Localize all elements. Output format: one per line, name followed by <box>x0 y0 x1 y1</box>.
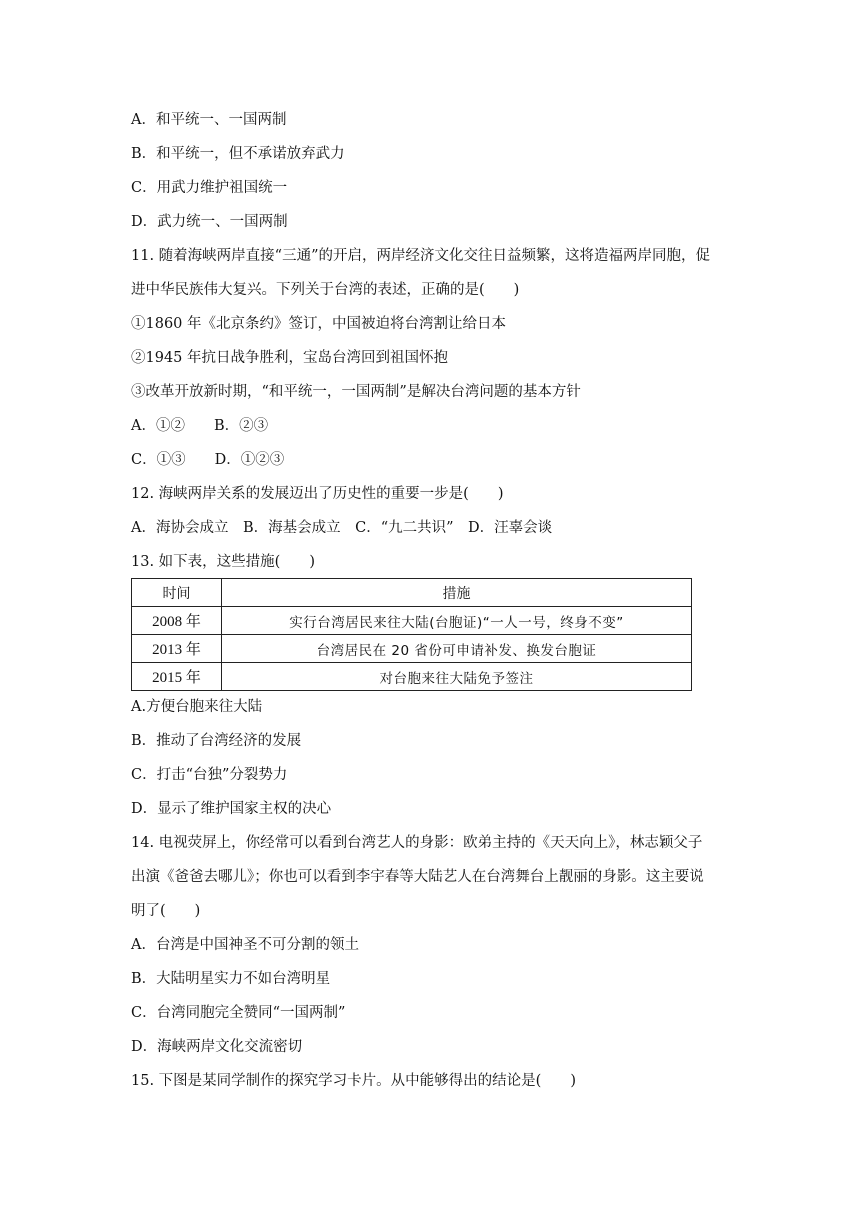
q14-stem-line-2: 出演《爸爸去哪儿》；你也可以看到李宇春等大陆艺人在台湾舞台上靓丽的身影。这主要说 <box>131 869 704 885</box>
q14-option-b: B．大陆明星实力不如台湾明星 <box>131 971 331 987</box>
table-header-time: 时间 <box>132 579 222 607</box>
q13-option-b: B．推动了台湾经济的发展 <box>131 733 302 749</box>
table-cell-measure: 实行台湾居民来往大陆(台胞证)“一人一号，终身不变” <box>222 607 692 635</box>
q11-statement-2: ②1945 年抗日战争胜利，宝岛台湾回到祖国怀抱 <box>131 350 449 366</box>
table-cell-year: 2013 年 <box>132 635 222 663</box>
table-row <box>132 607 692 635</box>
q13-option-a: A.方便台胞来往大陆 <box>131 699 263 715</box>
table-row <box>132 663 692 691</box>
q10-option-c: C．用武力维护祖国统一 <box>131 180 288 196</box>
q10-option-b: B．和平统一，但不承诺放弃武力 <box>131 146 345 162</box>
table-header-row <box>132 579 692 607</box>
q14-option-a: A．台湾是中国神圣不可分割的领土 <box>131 937 359 953</box>
table-cell-year: 2015 年 <box>132 663 222 691</box>
q14-option-d: D．海峡两岸文化交流密切 <box>131 1039 303 1055</box>
table-cell-year: 2008 年 <box>132 607 222 635</box>
q10-option-a: A．和平统一、一国两制 <box>131 112 287 128</box>
q14-stem-line-3: 明了( ) <box>131 903 201 919</box>
q14-stem-line-1: 14. 电视荧屏上，你经常可以看到台湾艺人的身影：欧弟主持的《天天向上》，林志颖父子 <box>131 835 703 851</box>
q11-stem-line-2: 进中华民族伟大复兴。下列关于台湾的表述，正确的是( ) <box>131 282 520 298</box>
q11-options-row-2: C．①③ D．①②③ <box>131 452 285 468</box>
q15-stem: 15. 下图是某同学制作的探究学习卡片。从中能够得出的结论是( ) <box>131 1073 576 1089</box>
q12-options: A．海协会成立 B．海基会成立 C．“九二共识” D．汪辜会谈 <box>131 520 553 536</box>
q12-stem: 12. 海峡两岸关系的发展迈出了历史性的重要一步是( ) <box>131 486 504 502</box>
q14-option-c: C．台湾同胞完全赞同“一国两制” <box>131 1005 346 1021</box>
q10-option-d: D．武力统一、一国两制 <box>131 214 288 230</box>
q13-measures-table <box>131 578 692 691</box>
table-row <box>132 635 692 663</box>
q11-stem-line-1: 11. 随着海峡两岸直接“三通”的开启，两岸经济文化交往日益频繁，这将造福两岸同胞，促 <box>131 248 710 264</box>
table-cell-measure: 对台胞来往大陆免予签注 <box>222 663 692 691</box>
q11-statement-1: ①1860 年《北京条约》签订，中国被迫将台湾割让给日本 <box>131 316 507 332</box>
q11-options-row-1: A．①② B．②③ <box>131 418 269 434</box>
q13-stem: 13. 如下表，这些措施( ) <box>131 554 315 570</box>
q13-option-d: D．显示了维护国家主权的决心 <box>131 801 332 817</box>
table-cell-measure: 台湾居民在 20 省份可申请补发、换发台胞证 <box>222 635 692 663</box>
q13-option-c: C．打击“台独”分裂势力 <box>131 767 288 783</box>
table-header-measure: 措施 <box>222 579 692 607</box>
q11-statement-3: ③改革开放新时期，“和平统一，一国两制”是解决台湾问题的基本方针 <box>131 384 581 400</box>
